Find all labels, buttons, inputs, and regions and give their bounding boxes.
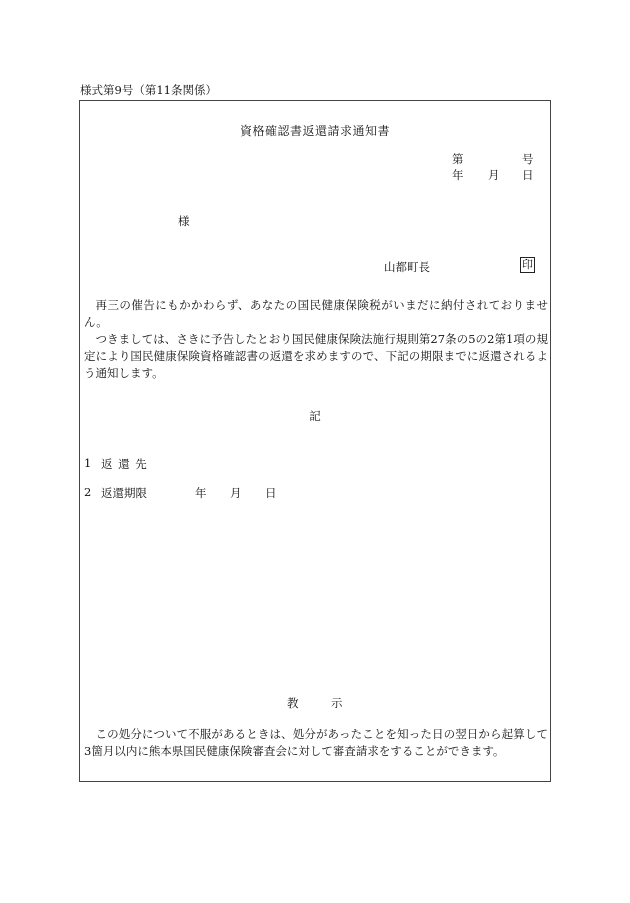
document-frame <box>79 100 551 782</box>
ki-heading: 記 <box>309 409 321 423</box>
date-month: 月 <box>488 168 500 182</box>
date-year: 年 <box>452 168 464 182</box>
number-suffix: 号 <box>522 152 534 166</box>
seal-text: 印 <box>522 258 533 271</box>
item-1-label: 返 還 先 <box>101 457 148 471</box>
item-2-year: 年 <box>195 486 207 500</box>
sender-name: 山都町長 <box>384 260 430 274</box>
item-1-number: 1 <box>84 456 92 470</box>
addressee-honorific: 様 <box>178 214 190 228</box>
body-paragraph-2: つきましては、さきに予告したとおり国民健康保険法施行規則第27条の5の2第1項の規定により国民健康保険資格確認書の返還を求めますので、下記の期限までに返還されるよう通知します。 <box>84 332 548 380</box>
item-2-number: 2 <box>84 485 92 499</box>
seal-mark <box>520 257 535 273</box>
item-2-day: 日 <box>265 486 277 500</box>
form-number-label: 様式第9号（第11条関係） <box>80 83 217 97</box>
item-2-month: 月 <box>230 486 242 500</box>
document-title: 資格確認書返還請求通知書 <box>239 124 390 138</box>
item-2-label: 返還期限 <box>101 486 147 500</box>
date-day: 日 <box>522 168 534 182</box>
notice-heading-1: 教 <box>287 696 299 710</box>
body-paragraph-1: 再三の催告にもかかわらず、あなたの国民健康保険税がいまだに納付されておりません。 <box>84 298 548 329</box>
notice-text: この処分について不服があるときは、処分があったことを知った日の翌日から起算して3箇月以内に熊本県国民健康保険審査会に対して審査請求をすることができます。 <box>84 727 548 758</box>
notice-heading-2: 示 <box>331 696 343 710</box>
number-prefix: 第 <box>452 152 464 166</box>
